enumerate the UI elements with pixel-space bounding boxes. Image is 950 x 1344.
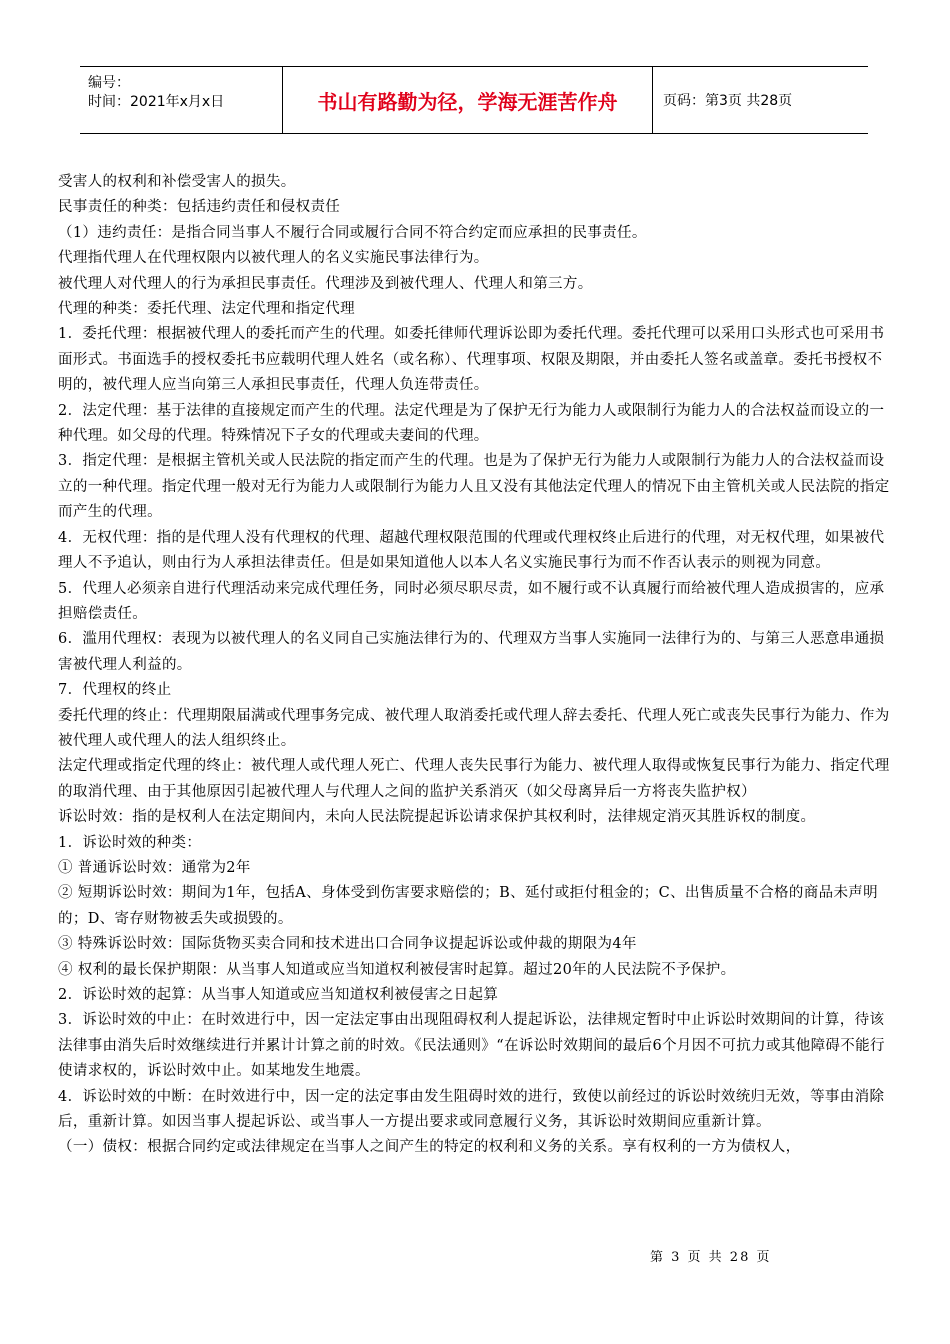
document-body: [58, 170, 890, 1161]
page-info-text: 页码：第3页 共28页: [663, 93, 793, 109]
paragraph: 4．诉讼时效的中断：在时效进行中，因一定的法定事由发生阻碍时效的进行，致使以前经过的诉讼时效统归无效，等事由消除后，重新计算。如因当事人提起诉讼、或当事人一方提出要求或同意履行义务，其诉讼时效期间应重新计算。: [58, 1088, 885, 1131]
paragraph: 3．诉讼时效的中止：在时效进行中，因一定法定事由出现阻碍权利人提起诉讼，法律规定暂时中止诉讼时效期间的计算，待该法律事由消失后时效继续进行并累计计算之前的时效。《民法通则》“在诉讼时效期间的最后6个月因不可抗力或其他障碍不能行使请求权的，诉讼时效中止。如某地发生地震。: [58, 1012, 885, 1080]
paragraph: 诉讼时效：指的是权利人在法定期间内，未向人民法院提起诉讼请求保护其权利时，法律规定消灭其胜诉权的制度。: [58, 809, 816, 826]
motto-text: 书山有路勤为径，学海无涯苦作舟: [317, 89, 618, 114]
paragraph: 1．委托代理：根据被代理人的委托而产生的代理。如委托律师代理诉讼即为委托代理。委托代理可以采用口头形式也可采用书面形式。书面选手的授权委托书应载明代理人姓名（或名称）、代理事项、权限及期限，并由委托人签名或盖章。委托书授权不明的，被代理人应当向第三人承担民事责任，代理人负连带责任。: [58, 326, 885, 394]
paragraph: 民事责任的种类：包括违约责任和侵权责任: [58, 199, 341, 216]
paragraph: 委托代理的终止：代理期限届满或代理事务完成、被代理人取消委托或代理人辞去委托、代理人死亡或丧失民事行为能力、作为被代理人或代理人的法人组织终止。: [58, 707, 890, 749]
paragraph: ① 普通诉讼时效：通常为2年: [58, 859, 251, 876]
paragraph: 代理指代理人在代理权限内以被代理人的名义实施民事法律行为。: [58, 250, 489, 267]
paragraph: 代理的种类：委托代理、法定代理和指定代理: [58, 301, 355, 318]
paragraph: （1）违约责任：是指合同当事人不履行合同或履行合同不符合约定而应承担的民事责任。: [58, 224, 647, 241]
header-meta: [80, 67, 283, 133]
paragraph: 被代理人对代理人的行为承担民事责任。代理涉及到被代理人、代理人和第三方。: [58, 275, 593, 292]
paragraph: 6．滥用代理权：表现为以被代理人的名义同自己实施法律行为的、代理双方当事人实施同一法律行为的、与第三人恶意串通损害被代理人利益的。: [58, 631, 885, 673]
page-footer: [650, 1246, 771, 1265]
paragraph: （一）债权：根据合同约定或法律规定在当事人之间产生的特定的权利和义务的关系。享有权利的一方为债权人，: [58, 1139, 801, 1156]
paragraph: 受害人的权利和补偿受害人的损失。: [58, 174, 296, 190]
paragraph: 5．代理人必须亲自进行代理活动来完成代理任务，同时必须尽职尽责，如不履行或不认真履行而给被代理人造成损害的，应承担赔偿责任。: [58, 580, 885, 622]
paragraph: 7．代理权的终止: [58, 682, 172, 699]
paragraph: ④ 权利的最长保护期限：从当事人知道或应当知道权利被侵害时起算。超过20年的人民法院不予保护。: [58, 961, 736, 978]
paragraph: ② 短期诉讼时效：期间为1年，包括A、身体受到伤害要求赔偿的；B、延付或拒付租金的；C、出售质量不合格的商品未声明的；D、寄存财物被丢失或损毁的。: [58, 885, 879, 927]
paragraph: 1．诉讼时效的种类：: [58, 834, 202, 851]
header-motto: [283, 67, 653, 133]
page-header: [80, 66, 868, 134]
paragraph: 4．无权代理：指的是代理人没有代理权的代理、超越代理权限范围的代理或代理权终止后进行的代理，对无权代理，如果被代理人不予追认，则由行为人承担法律责任。但是如果知道他人以本人名义实施民事行为而不作否认表示的则视为同意。: [58, 529, 885, 572]
paragraph: 2．法定代理：基于法律的直接规定而产生的代理。法定代理是为了保护无行为能力人或限制行为能力人的合法权益而设立的一种代理。如父母的代理。特殊情况下子女的代理或夫妻间的代理。: [58, 402, 885, 445]
paragraph: 法定代理或指定代理的终止：被代理人或代理人死亡、代理人丧失民事行为能力、被代理人取得或恢复民事行为能力、指定代理的取消代理、由于其他原因引起被代理人与代理人之间的监护关系消灭（如父母离异后一方将丧失监护权）: [58, 758, 890, 800]
footer-page-number: 第 3 页 共 28 页: [650, 1250, 772, 1265]
header-page-info: [653, 67, 868, 133]
paragraph: ③ 特殊诉讼时效：国际货物买卖合同和技术进出口合同争议提起诉讼或仲裁的期限为4年: [58, 936, 637, 953]
document-time-label: 时间：2021年x月x日: [88, 94, 225, 110]
paragraph: 3．指定代理：是根据主管机关或人民法院的指定而产生的代理。也是为了保护无行为能力人或限制行为能力人的合法权益而设立的一种代理。指定代理一般对无行为能力人或限制行为能力人且又没有其他法定代理人的情况下由主管机关或人民法院的指定而产生的代理。: [58, 453, 890, 521]
paragraph: 2．诉讼时效的起算：从当事人知道或应当知道权利被侵害之日起算: [58, 987, 499, 1003]
document-number-label: 编号：: [88, 75, 130, 91]
